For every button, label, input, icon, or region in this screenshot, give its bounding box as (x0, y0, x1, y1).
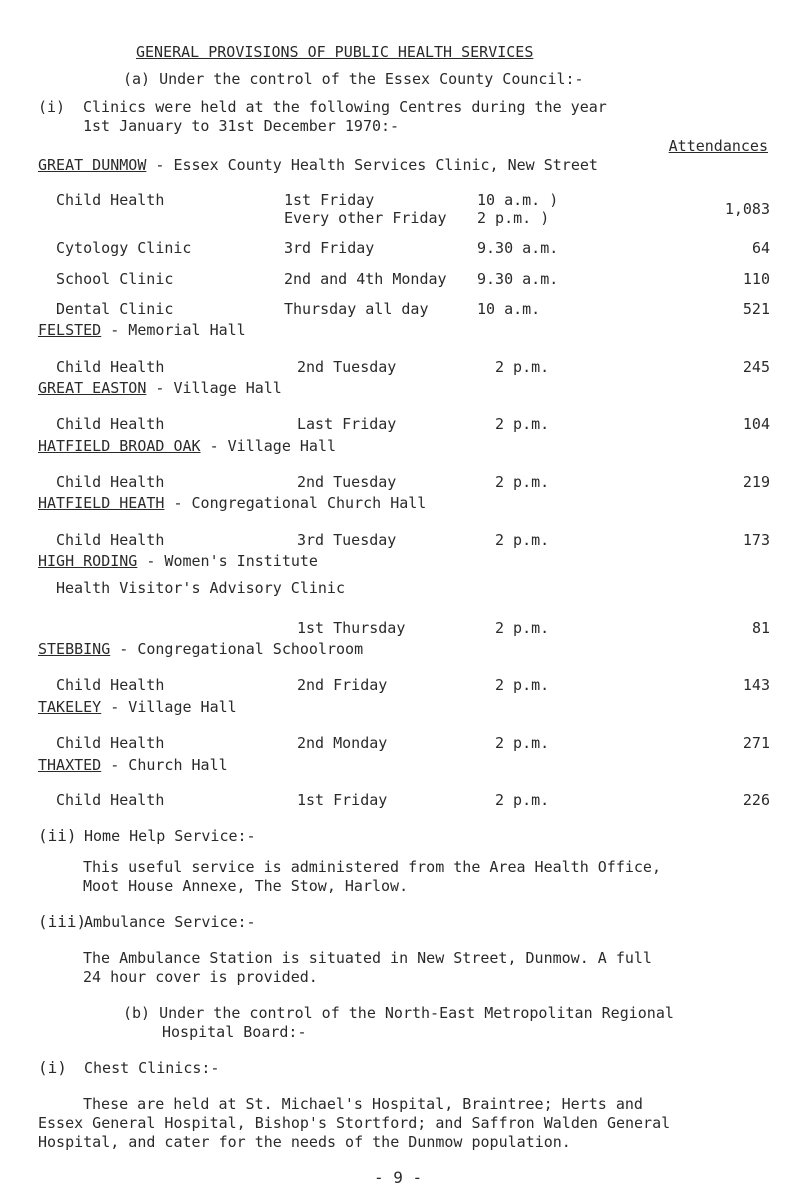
location-heading (38, 155, 598, 175)
clinic-day: 3rd Tuesday (297, 531, 397, 549)
clinic-time: 9.30 a.m. (477, 270, 559, 288)
clinic-day: Thursday all day (284, 300, 429, 318)
clinic-day: Every other Friday (284, 209, 447, 227)
service-name: School Clinic (56, 270, 174, 288)
location-venue: - Congregational Church Hall (164, 494, 427, 512)
location-name: FELSTED (38, 321, 102, 339)
service-name: Child Health (56, 358, 165, 376)
clinic-day: 1st Friday (284, 191, 375, 209)
attendance-count: 245 (742, 358, 770, 376)
ambulance-line1: The Ambulance Station is situated in New Street, Dunmow. A full (83, 949, 652, 967)
item-i-line2: 1st January to 31st December 1970:- (83, 117, 400, 135)
attendance-count: 143 (742, 676, 770, 694)
service-name: Child Health (56, 531, 165, 549)
home-help-line2: Moot House Annexe, The Stow, Harlow. (83, 877, 409, 895)
attendance-count: 104 (742, 415, 770, 433)
clinic-day: 2nd Monday (297, 734, 388, 752)
clinic-time: 9.30 a.m. (477, 239, 559, 257)
service-name: Cytology Clinic (56, 239, 192, 257)
home-help-title: Home Help Service:- (84, 827, 256, 845)
chest-line3: Hospital, and cater for the needs of the Dunmow population. (38, 1133, 571, 1151)
attendance-count: 110 (742, 270, 770, 288)
location-venue: - Village Hall (200, 437, 337, 455)
clinic-day: 3rd Friday (284, 239, 375, 257)
section-b-line2: Hospital Board:- (162, 1023, 307, 1041)
item-ii-number: (ii) (38, 826, 77, 845)
attendance-count: 1,083 (724, 200, 770, 218)
service-name: Health Visitor's Advisory Clinic (56, 579, 345, 597)
page-number: - 9 - (374, 1168, 423, 1187)
section-a-heading: (a) Under the control of the Essex County Council:- (123, 70, 584, 88)
service-name: Child Health (56, 676, 165, 694)
location-name: THAXTED (38, 756, 102, 774)
clinic-time: 10 a.m. (477, 300, 541, 318)
item-iii-number: (iii) (38, 912, 87, 931)
attendance-count: 173 (742, 531, 770, 549)
location-name: HATFIELD HEATH (38, 494, 165, 512)
location-name: GREAT EASTON (38, 379, 147, 397)
attendance-count: 521 (742, 300, 770, 318)
ambulance-title: Ambulance Service:- (84, 913, 256, 931)
clinic-time: 2 p.m. ) (477, 209, 550, 227)
page-title: GENERAL PROVISIONS OF PUBLIC HEALTH SERVICES (136, 43, 534, 61)
clinic-time: 2 p.m. (495, 415, 550, 433)
chest-line2: Essex General Hospital, Bishop's Stortford; and Saffron Walden General (38, 1114, 671, 1132)
clinic-day: 2nd Tuesday (297, 358, 397, 376)
location-venue: - Memorial Hall (101, 321, 246, 339)
clinic-day: Last Friday (297, 415, 397, 433)
location-venue: - Church Hall (101, 756, 228, 774)
location-name: TAKELEY (38, 698, 102, 716)
clinic-day: 2nd Tuesday (297, 473, 397, 491)
home-help-line1: This useful service is administered from the Area Health Office, (83, 858, 661, 876)
location-heading (38, 436, 336, 456)
clinic-day: 1st Thursday (297, 619, 406, 637)
service-name: Child Health (56, 191, 165, 209)
location-heading (38, 551, 318, 571)
attendance-count: 219 (742, 473, 770, 491)
clinic-time: 2 p.m. (495, 473, 550, 491)
clinic-time: 2 p.m. (495, 676, 550, 694)
service-name: Dental Clinic (56, 300, 174, 318)
location-heading (38, 639, 363, 659)
ambulance-line2: 24 hour cover is provided. (83, 968, 318, 986)
location-heading (38, 320, 246, 340)
item-i-line1: Clinics were held at the following Centres during the year (83, 98, 607, 116)
section-b-line1: (b) Under the control of the North-East Metropolitan Regional (123, 1004, 674, 1022)
service-name: Child Health (56, 791, 165, 809)
clinic-day: 2nd Friday (297, 676, 388, 694)
location-heading (38, 697, 237, 717)
clinic-time: 2 p.m. (495, 734, 550, 752)
location-heading (38, 755, 228, 775)
location-name: GREAT DUNMOW (38, 156, 147, 174)
clinic-day: 1st Friday (297, 791, 388, 809)
location-heading (38, 378, 282, 398)
location-venue: - Congregational Schoolroom (110, 640, 364, 658)
location-venue: - Essex County Health Services Clinic, New Street (146, 156, 598, 174)
service-name: Child Health (56, 734, 165, 752)
attendance-count: 226 (742, 791, 770, 809)
attendance-count: 64 (751, 239, 770, 257)
chest-title: Chest Clinics:- (84, 1059, 220, 1077)
location-venue: - Village Hall (101, 698, 237, 716)
clinic-day: 2nd and 4th Monday (284, 270, 447, 288)
clinic-time: 2 p.m. (495, 791, 550, 809)
chest-item-number: (i) (38, 1058, 67, 1077)
location-heading (38, 493, 426, 513)
chest-line1: These are held at St. Michael's Hospital, Braintree; Herts and (83, 1095, 643, 1113)
clinic-time: 10 a.m. ) (477, 191, 559, 209)
location-venue: - Village Hall (146, 379, 282, 397)
service-name: Child Health (56, 473, 165, 491)
clinic-time: 2 p.m. (495, 358, 550, 376)
item-i-number: (i) (38, 98, 66, 116)
service-name: Child Health (56, 415, 165, 433)
location-name: HIGH RODING (38, 552, 138, 570)
location-venue: - Women's Institute (137, 552, 318, 570)
attendance-count: 271 (742, 734, 770, 752)
location-name: HATFIELD BROAD OAK (38, 437, 201, 455)
attendance-count: 81 (751, 619, 770, 637)
attendances-header: Attendances (668, 137, 768, 155)
clinic-time: 2 p.m. (495, 619, 550, 637)
clinic-time: 2 p.m. (495, 531, 550, 549)
location-name: STEBBING (38, 640, 111, 658)
